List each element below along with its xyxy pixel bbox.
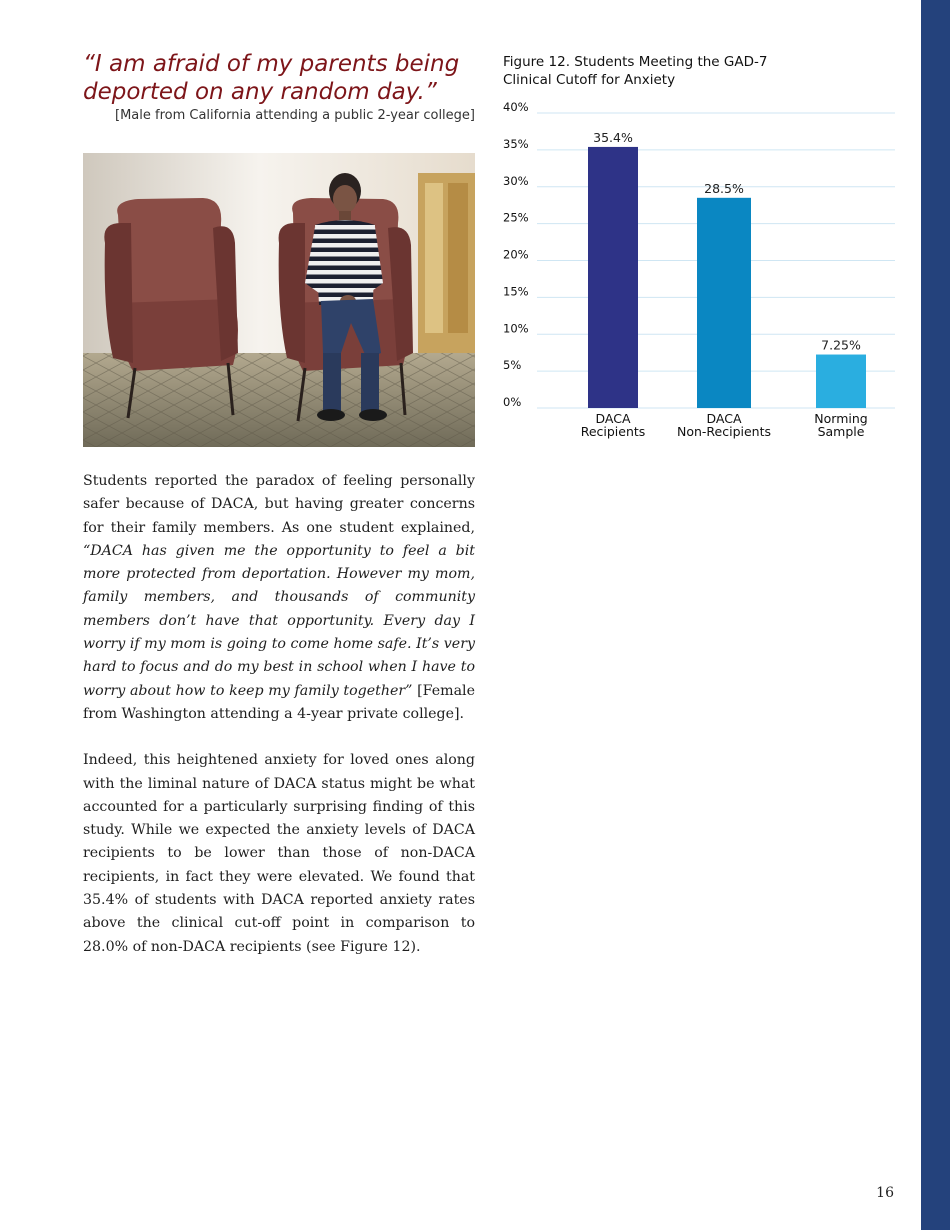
y-tick-label: 20%	[503, 247, 529, 262]
y-tick-label: 15%	[503, 284, 529, 299]
bar	[588, 147, 638, 408]
x-tick-label: Non-Recipients	[676, 424, 772, 439]
y-tick-label: 25%	[503, 210, 529, 225]
y-tick-label: 0%	[503, 395, 522, 409]
student-quote: “DACA has given me the opportunity to feel a bit more protected from deportation. However my mom, family members, and thousands of community members don’t have that opportunity. Every day I worry if my mom is going to come home safe. It’s very hard to focus and do my best in school when I have to worry about how to keep my family together”	[83, 542, 475, 699]
bar-chart	[495, 95, 905, 450]
x-tick-label: Recipients	[580, 424, 646, 439]
data-label: 28.5%	[704, 180, 744, 196]
chart-title-line-2: Clinical Cutoff for Anxiety	[503, 72, 676, 88]
y-tick-label: 5%	[503, 358, 522, 373]
x-tick-label: DACA	[595, 411, 631, 426]
data-label: 7.25%	[821, 337, 861, 353]
page-number: 16	[876, 1185, 894, 1201]
y-tick-label: 30%	[503, 173, 529, 188]
paragraph-1-intro: Students reported the paradox of feeling personally safer because of DACA, but having greater concerns for their family members. As one student explained,	[83, 473, 475, 536]
student-photo	[83, 153, 475, 447]
body-text	[83, 470, 475, 982]
pull-quote: “I am afraid of my parents being deported on any random day.”	[83, 51, 460, 105]
y-tick-label: 40%	[503, 100, 529, 114]
y-tick-label: 35%	[503, 136, 529, 151]
paragraph-1-citation: [Female from Washington attending a 4-year private college].	[83, 682, 475, 722]
quote-attribution: [Male from California attending a public 2-year college]	[115, 108, 475, 123]
data-label: 35.4%	[593, 129, 633, 145]
paragraph-2: Indeed, this heightened anxiety for loved ones along with the liminal nature of DACA status might be what accounted for a particularly surprising finding of this study. While we expected the anxiety levels of DACA recipients to be lower than those of non-DACA recipients, in fact they were elevated. We found that 35.4% of students with DACA reported anxiety rates above the clinical cut-off point in comparison to 28.0% of non-DACA recipients (see Figure 12).	[83, 752, 475, 955]
y-tick-label: 10%	[503, 321, 529, 336]
bar	[816, 355, 866, 408]
x-tick-label: Norming	[814, 411, 868, 426]
x-tick-label: Sample	[817, 424, 865, 439]
sidebar-accent-bar	[921, 0, 950, 1230]
x-tick-label: DACA	[706, 411, 742, 426]
student-photo-illustration	[83, 153, 475, 447]
bar	[697, 198, 751, 408]
paragraph-1	[83, 470, 475, 726]
chart-title-line-1: Figure 12. Students Meeting the GAD-7	[503, 54, 768, 70]
chart-title	[503, 53, 803, 89]
